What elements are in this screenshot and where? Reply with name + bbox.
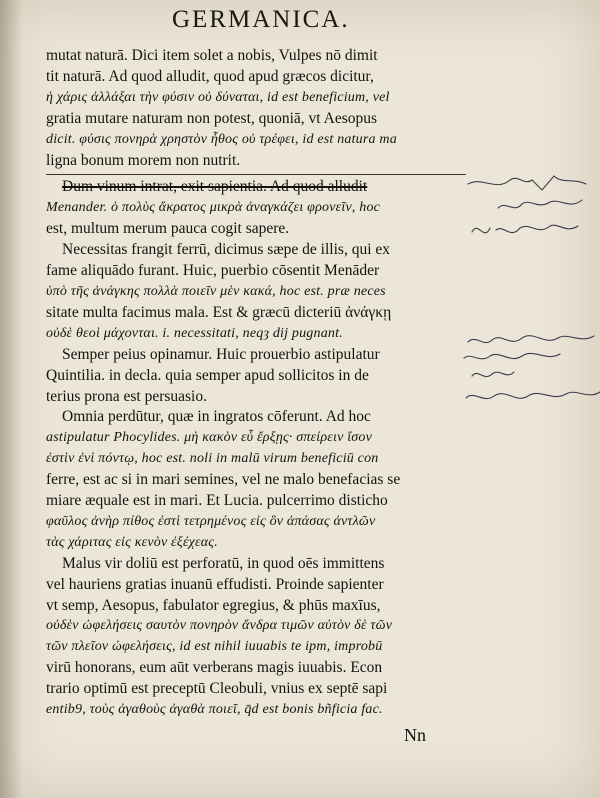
text-line: miare æquale est in mari. Et Lucia. pulcerrimo disticho — [46, 492, 388, 510]
section-rule — [46, 174, 466, 175]
text-line: φαῦλος ἀνὴρ πίθος ἐστὶ τετρημένος εἰς ὃν ἁπάσας ἀντλῶν — [46, 513, 376, 529]
text-line: Malus vir doliū est perforatū, in quod oēs immittens — [62, 554, 385, 572]
text-line: τὰς χάριτας εἰς κενὸν ἐξέχεας. — [46, 534, 218, 550]
text-line: οὐδὲν ὠφελήσεις σαυτὸν πονηρὸν ἄνδρα τιμῶν αὐτὸν δὲ τῶν — [46, 618, 393, 634]
text-line: dicit. φύσις πονηρὰ χρηστὸν ἦθος οὐ τρέφει, id est natura ma — [46, 131, 397, 147]
text-line: ἐστὶν ἐνὶ πόντῳ, hoc est. noli in malū virum beneficiū con — [46, 451, 379, 467]
text-line: sitate multa facimus mala. Est & græcū dicteriū ἀνάγκῃ — [46, 303, 392, 321]
text-line: ἡ χάρις ἀλλάξαι τὴν φύσιν οὐ δύναται, id est beneficium, vel — [46, 89, 390, 105]
text-line: Menander. ὁ πολὺς ἄκρατος μικρὰ ἀναγκάζει φρονεῖν, hoc — [46, 200, 381, 216]
text-line: Quintilia. in decla. quia semper apud sollicitos in de — [46, 366, 369, 384]
running-title: GERMANICA. — [172, 6, 350, 33]
text-line: tit naturā. Ad quod alludit, quod apud græcos dicitur, — [46, 67, 374, 85]
text-line: est, multum merum pauca cogit sapere. — [46, 220, 290, 238]
text-line: gratia mutare naturam non potest, quoniā, vt Aesopus — [46, 109, 378, 127]
text-line: trario optimū est preceptū Cleobuli, vnius ex septē sapi — [46, 680, 388, 698]
text-line: Omnia perdūtur, quæ in ingratos cōferunt. Ad hoc — [62, 408, 371, 426]
text-line: astipulatur Phocylides. μὴ κακὸν εὖ ἔρξῃς· σπείρειν ἴσον — [46, 430, 373, 446]
text-line: vel hauriens gratias inuanū effudisti. Proinde sapienter — [46, 575, 384, 593]
body-text — [46, 46, 486, 746]
text-line: οὐδὲ θεοὶ μάχονται. i. necessitati, neqȝ dij pugnant. — [46, 325, 343, 341]
struck-text-line: Dum vinum intrat, exit sapientia. Ad quod alludit — [62, 178, 368, 196]
marginalia-scribble — [462, 170, 600, 430]
text-line: ligna bonum morem non nutrit. — [46, 151, 241, 169]
text-line: fame aliquādo furant. Huic, puerbio cōsentit Menāder — [46, 262, 380, 280]
handwritten-marginalia — [462, 170, 600, 430]
text-line: terius prona est persuasio. — [46, 387, 207, 405]
text-line: Semper peius opinamur. Huic prouerbio astipulatur — [62, 345, 380, 363]
text-line: Necessitas frangit ferrū, dicimus sæpe de illis, qui ex — [62, 241, 391, 259]
text-line: virū honorans, eum aūt verberans magis iuuabis. Econ — [46, 659, 383, 677]
signature-mark: Nn — [404, 725, 426, 745]
text-line: entib9, τοὺς ἀγαθοὺς ἀγαθὰ ποιεῖ, q̄d est bonis bñficia fac. — [46, 702, 383, 718]
text-line: ferre, est ac si in mari semines, vel ne malo benefacias se — [46, 471, 401, 489]
text-line: vt semp, Aesopus, fabulator egregius, & phūs maxīus, — [46, 596, 381, 614]
text-line: ὑπὸ τῆς ἀνάγκης πολλὰ ποιεῖν μὲν κακά, hoc est. præ neces — [46, 283, 386, 299]
text-line: τῶν πλεῖον ὠφελήσεις, id est nihil iuuabis te ipm, improbū — [46, 639, 383, 655]
text-line: mutat naturā. Dici item solet a nobis, Vulpes nō dimit — [46, 47, 378, 64]
gutter-shadow — [0, 0, 22, 798]
